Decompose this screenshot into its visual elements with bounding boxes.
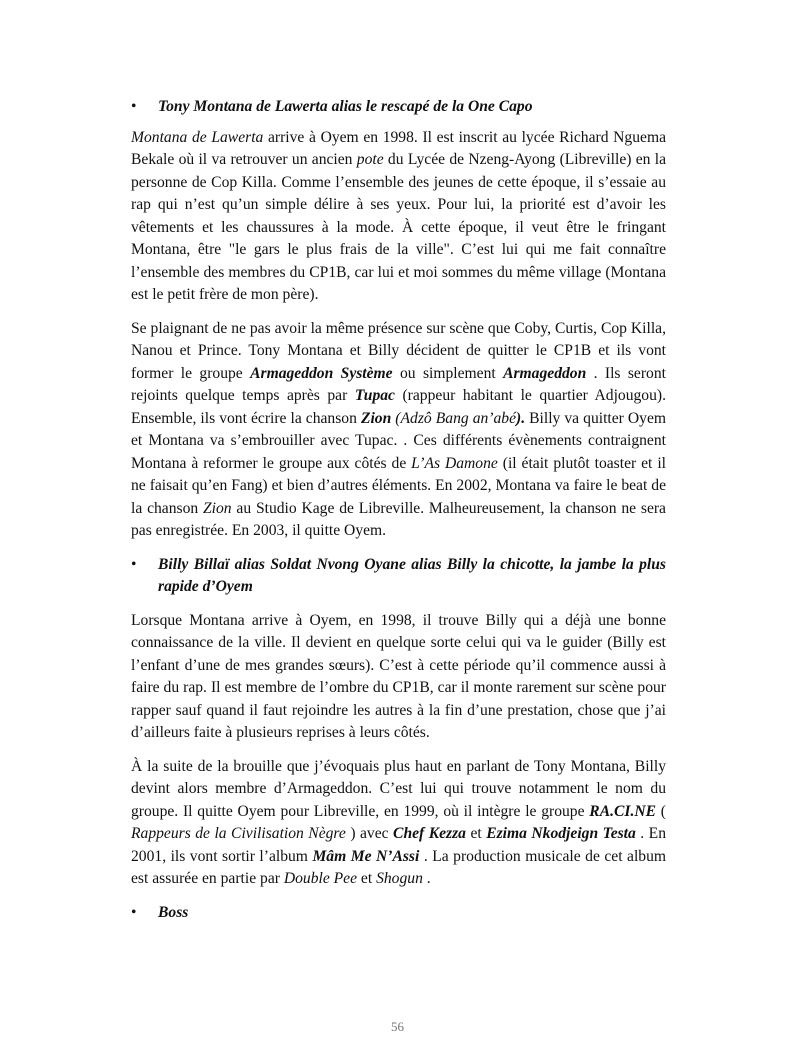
text-run: Billy va quitter Oyem et Montana va s’embrouiller avec Tupac. . Ces différents évènements contraignent Montana à reformer le groupe aux côtés de — [131, 409, 667, 472]
text-run: Zion — [202, 499, 232, 517]
text-run: arrive à Oyem en 1998. Il est inscrit au lycée Richard Nguema Bekale où il va retrouver un ancien — [131, 128, 666, 168]
paragraph — [131, 318, 666, 543]
text-run: Mâm Me N’Assi — [312, 847, 420, 865]
section-heading-boss — [131, 902, 666, 925]
page-number: 56 — [391, 1019, 404, 1034]
text-run: pote — [356, 151, 384, 168]
text-run: Armageddon Système — [250, 364, 393, 382]
text-run: Montana de Lawerta — [131, 128, 264, 146]
text-run: . Ils seront rejoints quelque temps après par — [131, 364, 666, 404]
text-run: Tupac — [354, 387, 395, 404]
text-run: Lorsque Montana arrive à Oyem, en 1998, il trouve Billy qui a déjà une bonne connaissance de la ville. Il devient en quelque sorte celui qui va le guider (Billy est l’enfant d’une de mes grandes sœurs). C’est à cette période qu’il commence aussi à faire du rap. Il est membre de l’ombre du CP1B, car il monte rarement sur scène pour rapper sauf quand il faut rejoindre les autres à la fin d’une prestation, chose que j’ai d’ailleurs faite à plusieurs reprises à leurs côtés. — [131, 611, 666, 741]
text-run: Se plaignant de ne pas avoir la même présence sur scène que Coby, Curtis, Cop Killa, Nanou et Prince. Tony Montana et Billy décident de quitter le CP1B et ils vont former le groupe — [131, 319, 666, 382]
document-page — [131, 96, 666, 924]
text-run: . La production musicale de cet album est assurée en partie par — [131, 847, 667, 887]
text-run: Double Pee — [283, 870, 358, 887]
text-run: . En 2001, ils vont sortir l’album — [131, 825, 666, 865]
text-run: . — [422, 870, 431, 887]
text-run: Shogun — [376, 870, 423, 887]
text-run: ( — [391, 409, 401, 427]
text-run: Adzô Bang an’abé — [400, 409, 517, 427]
text-run: au Studio Kage de Libreville. Malheureusement, la chanson ne sera pas enregistrée. En 2003, il quitte Oyem. — [131, 499, 666, 539]
section-heading-billy-billai — [131, 554, 666, 599]
text-run: du Lycée de Nzeng-Ayong (Libreville) en la personne de Cop Killa. Comme l’ensemble des jeunes de cette époque, il s’essaie au rap qui n’est qu’un simple délire à ses yeux. Pour lui, la priorité est d’avoir les vêtements et les chaussures à la mode. À cette époque, il veut être le fringant Montana, être "le gars le plus frais de la ville". C’est lui qui me fait connaître l’ensemble des membres du CP1B, car lui et moi sommes du même village (Montana est le petit frère de mon père). — [131, 151, 666, 303]
text-run: Zion — [360, 409, 392, 427]
heading-text: Tony Montana de Lawerta alias le rescapé de la One Capo — [158, 98, 533, 115]
text-run: (rappeur habitant le quartier Adjougou). Ensemble, ils vont écrire la chanson — [131, 387, 666, 427]
paragraph — [131, 610, 666, 745]
text-run: À la suite de la brouille que j’évoquais plus haut en parlant de Tony Montana, Billy devint alors membre d’Armageddon. C’est lui qui trouve notamment le nom du groupe. Il quitte Oyem pour Libreville, en 1999, où il intègre le groupe — [131, 757, 666, 820]
bullet-icon: • — [131, 903, 137, 921]
text-run: ( — [656, 802, 666, 820]
text-run: et — [465, 825, 487, 842]
paragraph — [131, 127, 666, 307]
text-run: Chef Kezza — [393, 825, 466, 842]
text-run: (il était plutôt toaster et il ne faisait qu’en Fang) et bien d’autres éléments. En 2002, Montana va faire le beat de la chanson — [131, 454, 666, 517]
text-run: Armageddon — [503, 364, 587, 382]
bullet-icon: • — [131, 98, 137, 115]
bullet-icon: • — [131, 555, 137, 573]
heading-text: Boss — [158, 903, 189, 921]
text-run: ou simplement — [392, 364, 504, 382]
heading-text: Billy Billaï alias Soldat Nvong Oyane alias Billy la chicotte, la jambe la plus rapide d’Oyem — [158, 555, 666, 595]
text-run: ) avec — [345, 825, 394, 842]
text-run: Ezima Nkodjeign Testa — [486, 825, 636, 842]
paragraph — [131, 756, 666, 891]
text-run: ). — [516, 409, 526, 427]
text-run: et — [357, 870, 377, 887]
section-heading-tony-montana — [131, 96, 666, 119]
text-run: L’As Damone — [411, 454, 498, 472]
text-run: Rappeurs de la Civilisation Nègre — [131, 825, 346, 842]
text-run: RA.CI.NE — [589, 802, 657, 820]
